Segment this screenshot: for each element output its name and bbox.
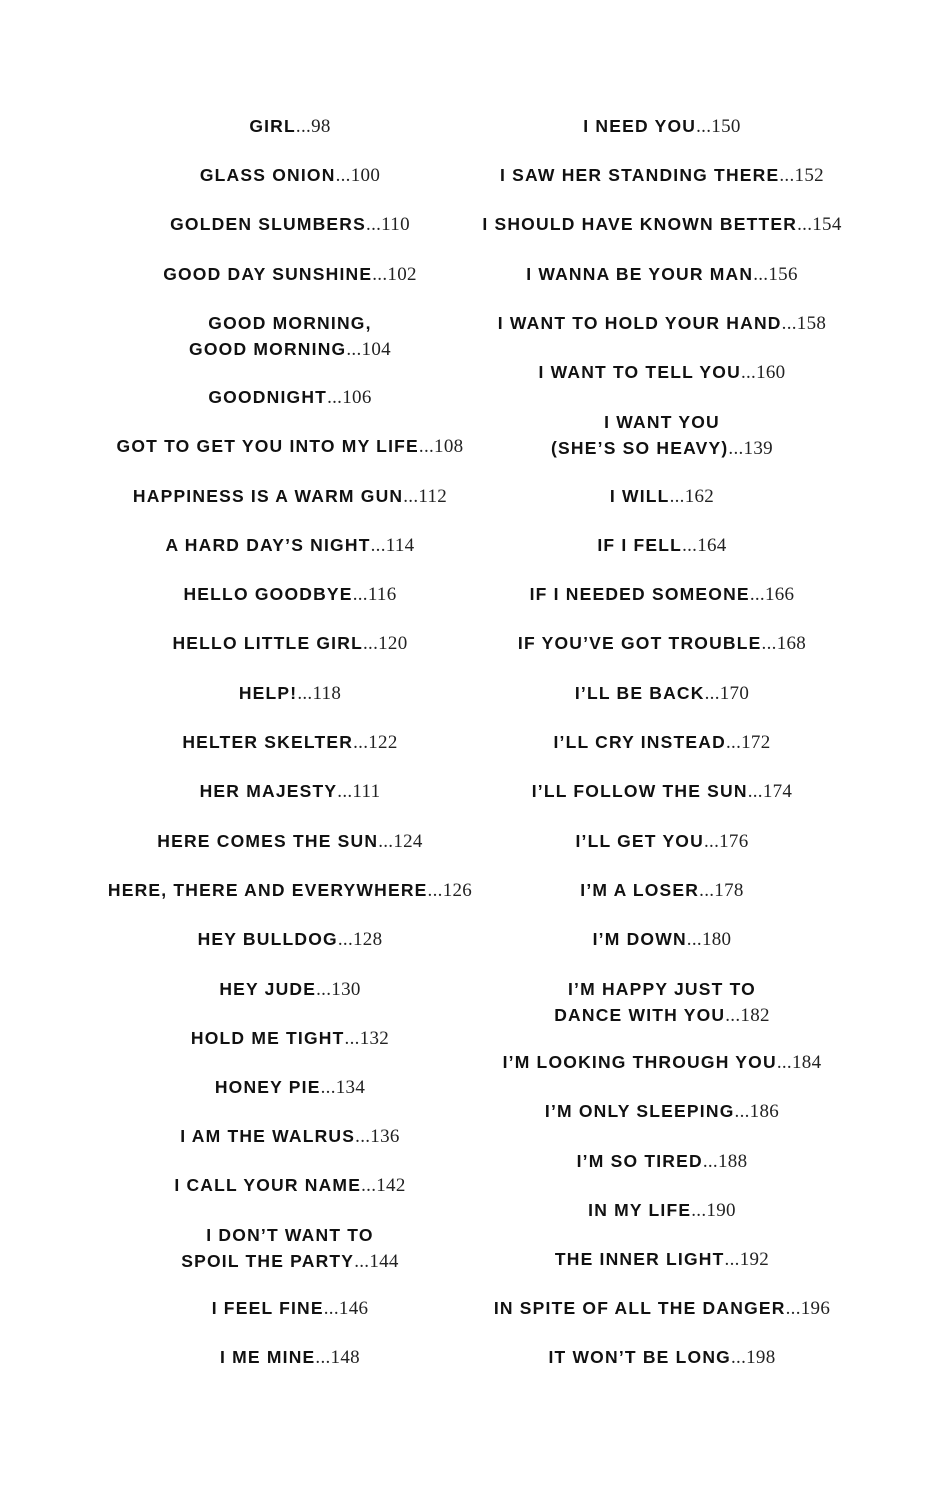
song-title: I’M A LOSER <box>580 880 700 900</box>
song-title: I CALL YOUR NAME <box>174 1175 362 1195</box>
song-title: HAPPINESS IS A WARM GUN <box>132 486 404 506</box>
song-title: I NEED YOU <box>583 116 697 136</box>
toc-entry <box>427 1345 897 1371</box>
toc-entry <box>55 1075 525 1101</box>
page-number: ...162 <box>669 486 715 507</box>
toc-entry <box>427 878 897 904</box>
toc-entry <box>427 163 897 189</box>
song-title: I ME MINE <box>220 1347 316 1367</box>
page-number: ...184 <box>776 1052 822 1073</box>
page-number: ...192 <box>724 1249 770 1270</box>
page-number: ...116 <box>352 584 397 605</box>
toc-entry <box>427 262 897 288</box>
toc-entry <box>427 977 897 1029</box>
page-number: ...130 <box>316 979 361 1000</box>
song-title: I’M SO TIRED <box>576 1151 703 1171</box>
page-number: ...172 <box>725 732 771 753</box>
toc-entry <box>427 1050 897 1076</box>
page-number: ...168 <box>761 633 807 654</box>
song-title: I’M HAPPY JUST TO DANCE WITH YOU <box>554 979 756 1025</box>
page-number: ...102 <box>372 264 417 285</box>
song-title: IF YOU’VE GOT TROUBLE <box>517 633 762 653</box>
song-title: I SAW HER STANDING THERE <box>500 165 780 185</box>
page-number: ...166 <box>749 584 795 605</box>
song-title: I’LL GET YOU <box>575 831 704 851</box>
page-number: ...176 <box>703 831 749 852</box>
song-title: HELLO GOODBYE <box>183 584 353 604</box>
page-number: ...146 <box>323 1298 369 1319</box>
song-title: IN SPITE OF ALL THE DANGER <box>493 1298 786 1318</box>
toc-entry <box>427 631 897 657</box>
toc-entry <box>427 681 897 707</box>
song-title: HOLD ME TIGHT <box>190 1028 345 1048</box>
page-number: ...150 <box>696 116 741 137</box>
toc-entry <box>427 212 897 238</box>
page-number: ...178 <box>699 880 744 901</box>
page-number: ...198 <box>730 1347 776 1368</box>
toc-entry <box>427 533 897 559</box>
song-title: HELLO LITTLE GIRL <box>172 633 363 653</box>
toc-entry <box>427 1149 897 1175</box>
page-number: ...132 <box>344 1028 390 1049</box>
page-number: ...186 <box>734 1101 780 1122</box>
page-number: ...134 <box>320 1077 366 1098</box>
song-title: IT WON’T BE LONG <box>548 1347 731 1367</box>
song-title: HERE, THERE AND EVERYWHERE <box>107 880 428 900</box>
page-number: ...158 <box>781 313 827 334</box>
page-number: ...144 <box>354 1251 399 1272</box>
toc-entry <box>427 829 897 855</box>
song-title: I WANT TO HOLD YOUR HAND <box>497 313 782 333</box>
song-title: GOOD DAY SUNSHINE <box>163 264 373 284</box>
toc-entry <box>427 730 897 756</box>
toc-entry <box>427 779 897 805</box>
song-title: I AM THE WALRUS <box>180 1126 356 1146</box>
page-number: ...98 <box>295 116 331 137</box>
song-title: GOODNIGHT <box>208 387 328 407</box>
page-number: ...164 <box>682 535 727 556</box>
toc-entry <box>427 1099 897 1125</box>
song-title: I FEEL FINE <box>211 1298 324 1318</box>
song-title: IN MY LIFE <box>588 1200 692 1220</box>
page-number: ...136 <box>355 1126 400 1147</box>
toc-entry <box>427 410 897 462</box>
song-title: A HARD DAY’S NIGHT <box>165 535 371 555</box>
page-number: ...154 <box>797 214 842 235</box>
song-title: I’M LOOKING THROUGH YOU <box>502 1052 777 1072</box>
page-number: ...106 <box>327 387 372 408</box>
page-number: ...188 <box>702 1151 748 1172</box>
toc-entry <box>427 1247 897 1273</box>
song-title: HERE COMES THE SUN <box>157 831 379 851</box>
song-title: GOLDEN SLUMBERS <box>170 214 367 234</box>
song-title: GLASS ONION <box>199 165 336 185</box>
toc-entry <box>55 1173 525 1199</box>
page-number: ...170 <box>704 683 750 704</box>
song-title: IF I NEEDED SOMEONE <box>529 584 750 604</box>
toc-entry <box>427 582 897 608</box>
song-title: I WANT TO TELL YOU <box>538 362 741 382</box>
page-number: ...124 <box>378 831 423 852</box>
page-number: ...160 <box>740 362 786 383</box>
page-number: ...118 <box>297 683 342 704</box>
song-title: I’LL CRY INSTEAD <box>553 732 726 752</box>
page-number: ...111 <box>337 781 381 802</box>
song-title: HELTER SKELTER <box>182 732 354 752</box>
song-title: I WILL <box>609 486 670 506</box>
page-number: ...196 <box>785 1298 831 1319</box>
toc-entry <box>427 311 897 337</box>
song-title: I’LL FOLLOW THE SUN <box>531 781 748 801</box>
page-number: ...100 <box>335 165 381 186</box>
page-number: ...122 <box>353 732 398 753</box>
page-number: ...182 <box>725 1005 770 1026</box>
song-title: THE INNER LIGHT <box>554 1249 725 1269</box>
song-title: I SHOULD HAVE KNOWN BETTER <box>482 214 798 234</box>
song-title: I’LL BE BACK <box>574 683 705 703</box>
page-number: ...128 <box>337 929 383 950</box>
page-number: ...190 <box>691 1200 736 1221</box>
toc-entry <box>427 927 897 953</box>
toc-entry <box>427 484 897 510</box>
song-title: I WANNA BE YOUR MAN <box>526 264 754 284</box>
page-number: ...180 <box>686 929 732 950</box>
page-number: ...120 <box>362 633 408 654</box>
song-title: HONEY PIE <box>214 1077 321 1097</box>
page-number: ...152 <box>779 165 824 186</box>
toc-entry <box>427 360 897 386</box>
toc-entry <box>55 1124 525 1150</box>
page-number: ...126 <box>427 880 473 901</box>
song-title: I WANT YOU (SHE’S SO HEAVY) <box>551 412 729 458</box>
toc-entry <box>427 114 897 140</box>
page-number: ...148 <box>315 1347 360 1368</box>
song-title: GOOD MORNING, GOOD MORNING <box>189 313 372 359</box>
page-number: ...104 <box>346 339 391 360</box>
toc-entry <box>55 1026 525 1052</box>
toc-entry <box>427 1198 897 1224</box>
toc-entry <box>427 1296 897 1322</box>
song-title: I’M ONLY SLEEPING <box>544 1101 735 1121</box>
page-number: ...110 <box>366 214 410 235</box>
song-title: HEY BULLDOG <box>197 929 338 949</box>
song-title: IF I FELL <box>597 535 683 555</box>
page-number: ...156 <box>753 264 798 285</box>
song-title: HER MAJESTY <box>199 781 338 801</box>
page-number: ...139 <box>728 438 773 459</box>
song-title: GIRL <box>249 116 296 136</box>
page-number: ...174 <box>747 781 793 802</box>
page-number: ...114 <box>370 535 415 556</box>
song-title: HEY JUDE <box>219 979 317 999</box>
page-number: ...142 <box>361 1175 406 1196</box>
toc-entry <box>55 385 525 411</box>
page-number: ...108 <box>418 436 464 457</box>
song-title: HELP! <box>238 683 298 703</box>
song-title: I’M DOWN <box>592 929 687 949</box>
song-title: I DON’T WANT TO SPOIL THE PARTY <box>181 1225 374 1271</box>
song-title: GOT TO GET YOU INTO MY LIFE <box>116 436 419 456</box>
page-number: ...112 <box>403 486 448 507</box>
